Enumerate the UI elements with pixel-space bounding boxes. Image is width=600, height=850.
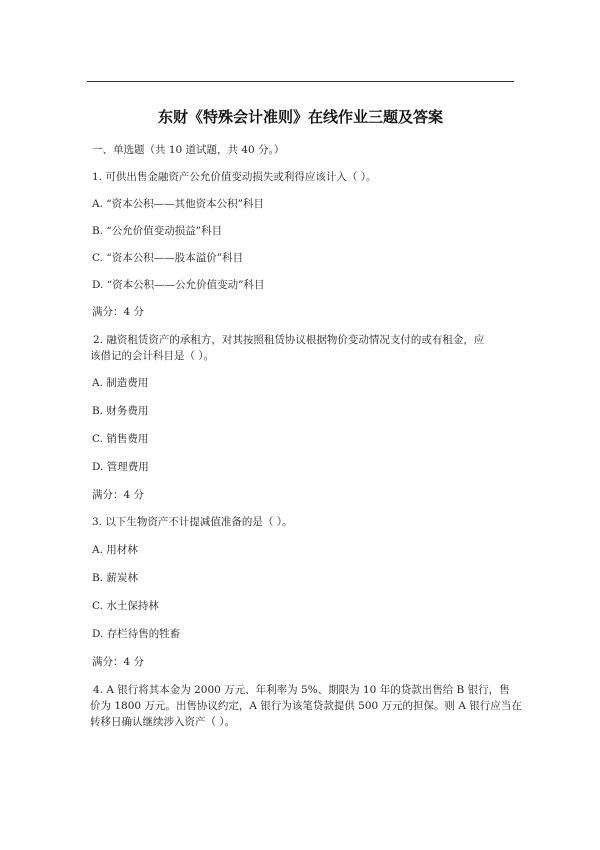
question-3-option-c: C. 水土保持林 [92, 600, 159, 612]
question-1-stem: 1. 可供出售金融资产公允价值变动损失或利得应该计入（ ）。 [92, 171, 377, 183]
question-3-option-b: B. 薪炭林 [92, 572, 138, 584]
question-2-option-a: A. 制造费用 [92, 377, 149, 389]
question-1-option-a: A. “资本公积——其他资本公积”科目 [92, 198, 264, 210]
question-4-stem-line-3: 转移日确认继续涉入资产（ ）。 [90, 716, 236, 728]
question-2-stem-line-1: 2. 融资租赁资产的承租方，对其按照租赁协议根据物价变动情况支付的或有租金，应 [93, 334, 485, 346]
question-2-option-c: C. 销售费用 [92, 433, 149, 445]
question-3-score: 满分：4 分 [92, 656, 145, 668]
question-2-stem [92, 332, 510, 364]
question-1-option-c: C. “资本公积——股本溢价”科目 [92, 252, 244, 264]
top-divider [87, 81, 514, 82]
question-3-option-d: D. 存栏待售的牲畜 [92, 628, 181, 640]
section-header: 一、单选题（共 10 道试题，共 40 分。） [92, 144, 285, 156]
question-2-stem-line-2: 该借记的会计科目是（ ）。 [90, 350, 215, 362]
document-title: 东财《特殊会计准则》在线作业三题及答案 [157, 108, 443, 126]
question-1-option-d: D. “资本公积——公允价值变动”科目 [92, 279, 265, 291]
question-2-score: 满分：4 分 [92, 489, 145, 501]
question-2-option-b: B. 财务费用 [92, 405, 149, 417]
question-1-option-b: B. “公允价值变动损益”科目 [92, 225, 223, 237]
question-3-option-a: A. 用材林 [92, 544, 138, 556]
question-4-stem-line-1: 4. A 银行将其本金为 2000 万元、年利率为 5%、期限为 10 年的贷款出售给 B 银行，售 [93, 684, 510, 696]
question-2-option-d: D. 管理费用 [92, 461, 149, 473]
question-4-stem [90, 682, 522, 730]
question-3-stem: 3. 以下生物资产不计提减值准备的是（ ）。 [92, 516, 293, 528]
question-4-stem-line-2: 价为 1800 万元。出售协议约定，A 银行为该笔贷款提供 500 万元的担保。则 A 银行应当在 [90, 700, 522, 712]
question-1-score: 满分：4 分 [92, 306, 145, 318]
